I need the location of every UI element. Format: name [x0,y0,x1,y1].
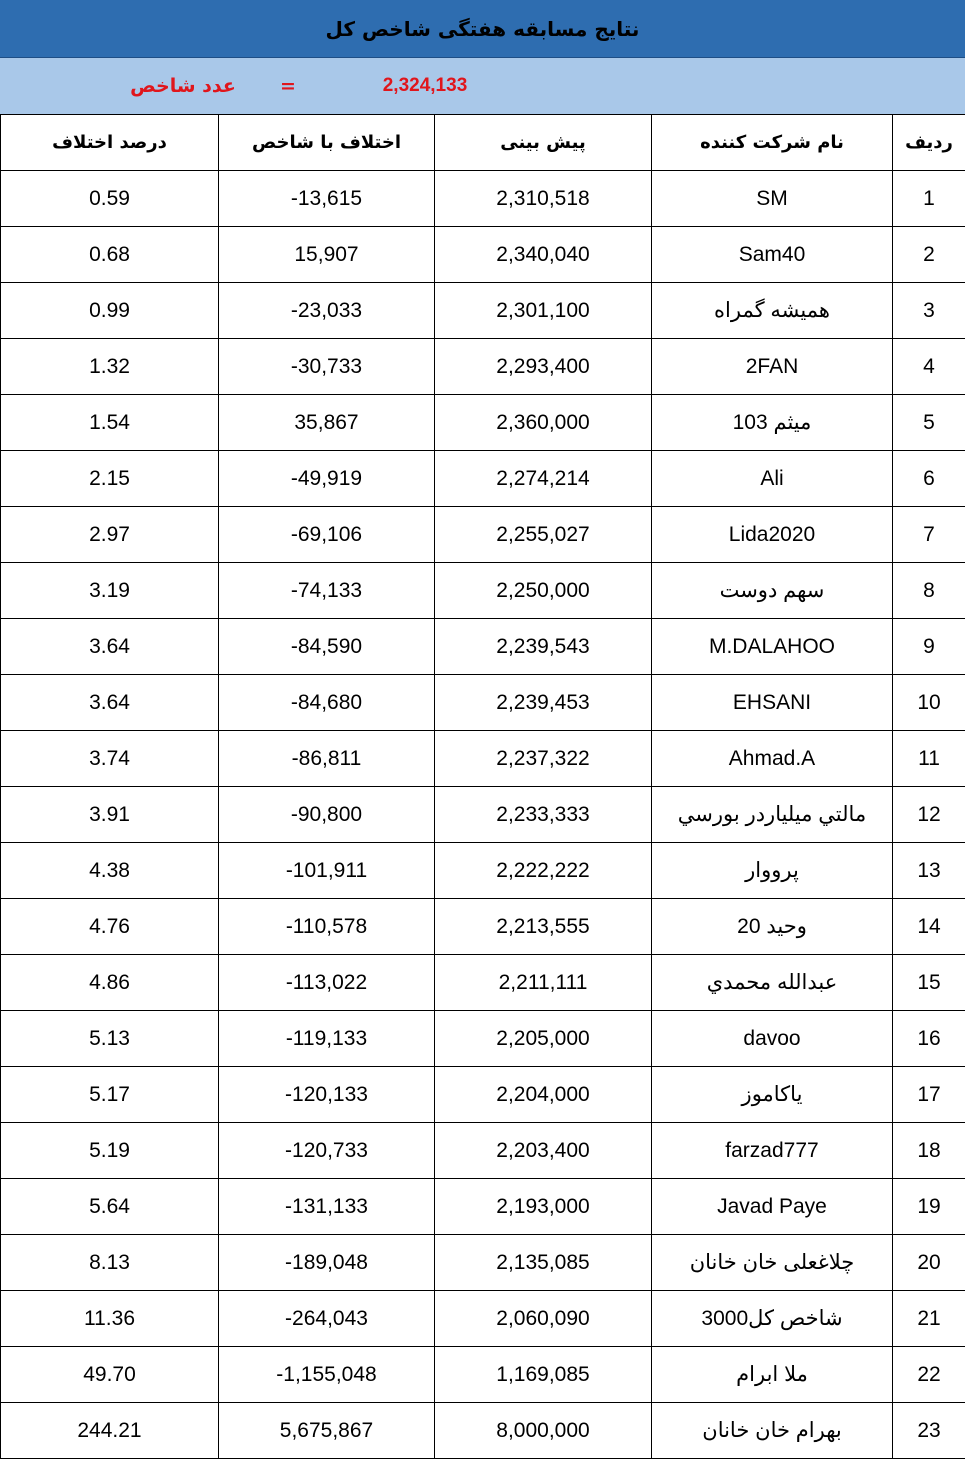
cell-percent: 8.13 [1,1235,219,1291]
cell-diff: -264,043 [219,1291,435,1347]
cell-diff: -23,033 [219,283,435,339]
cell-name: عبدالله محمدي [652,955,893,1011]
cell-prediction: 2,233,333 [435,787,652,843]
header-rank: ردیف [893,115,965,171]
table-row [1,731,965,787]
cell-rank: 21 [893,1291,965,1347]
cell-rank: 14 [893,899,965,955]
cell-diff: -101,911 [219,843,435,899]
cell-diff: -84,680 [219,675,435,731]
cell-name: EHSANI [652,675,893,731]
index-equals-sign: = [280,75,296,97]
cell-percent: 3.19 [1,563,219,619]
cell-percent: 0.99 [1,283,219,339]
cell-percent: 3.64 [1,675,219,731]
cell-prediction: 2,205,000 [435,1011,652,1067]
table-row [1,283,965,339]
table-row [1,1179,965,1235]
table-row [1,1123,965,1179]
cell-rank: 15 [893,955,965,1011]
cell-name: davoo [652,1011,893,1067]
cell-name: Lida2020 [652,507,893,563]
cell-rank: 20 [893,1235,965,1291]
table-row [1,1067,965,1123]
cell-name: farzad777 [652,1123,893,1179]
cell-name: پرووار [652,843,893,899]
cell-prediction: 2,250,000 [435,563,652,619]
cell-prediction: 2,203,400 [435,1123,652,1179]
cell-prediction: 2,060,090 [435,1291,652,1347]
cell-rank: 6 [893,451,965,507]
cell-rank: 4 [893,339,965,395]
table-row [1,395,965,451]
cell-name: M.DALAHOO [652,619,893,675]
cell-rank: 13 [893,843,965,899]
cell-percent: 3.74 [1,731,219,787]
cell-name: Ali [652,451,893,507]
cell-prediction: 8,000,000 [435,1403,652,1459]
cell-percent: 0.59 [1,171,219,227]
cell-prediction: 2,237,322 [435,731,652,787]
cell-name: Ahmad.A [652,731,893,787]
cell-name: همیشه گمراه [652,283,893,339]
table-row [1,507,965,563]
cell-prediction: 2,211,111 [435,955,652,1011]
cell-diff: -86,811 [219,731,435,787]
cell-prediction: 2,239,543 [435,619,652,675]
cell-name: سهم دوست [652,563,893,619]
cell-diff: -49,919 [219,451,435,507]
cell-prediction: 1,169,085 [435,1347,652,1403]
header-diff: اختلاف با شاخص [219,115,435,171]
cell-prediction: 2,360,000 [435,395,652,451]
index-summary-row [0,58,965,114]
table-row [1,899,965,955]
table-body [1,171,965,1459]
cell-rank: 19 [893,1179,965,1235]
cell-diff: -90,800 [219,787,435,843]
cell-diff: -110,578 [219,899,435,955]
cell-name: Javad Paye [652,1179,893,1235]
cell-diff: -74,133 [219,563,435,619]
header-percent: درصد اختلاف [1,115,219,171]
cell-diff: -1,155,048 [219,1347,435,1403]
cell-diff: -120,733 [219,1123,435,1179]
table-row [1,843,965,899]
cell-percent: 5.17 [1,1067,219,1123]
table-row [1,675,965,731]
cell-percent: 49.70 [1,1347,219,1403]
cell-percent: 5.64 [1,1179,219,1235]
cell-name: 2FAN [652,339,893,395]
cell-rank: 12 [893,787,965,843]
cell-rank: 22 [893,1347,965,1403]
cell-name: Sam40 [652,227,893,283]
table-row [1,619,965,675]
cell-percent: 2.15 [1,451,219,507]
table-row [1,787,965,843]
index-value: 2,324,133 [382,75,468,96]
sheet-title-text: نتایج مسابقه هفتگی شاخص کل [325,16,640,41]
cell-diff: -30,733 [219,339,435,395]
cell-percent: 2.97 [1,507,219,563]
table-row [1,1403,965,1459]
cell-prediction: 2,293,400 [435,339,652,395]
table-row [1,339,965,395]
cell-percent: 1.32 [1,339,219,395]
cell-name: ملا ابرام [652,1347,893,1403]
cell-prediction: 2,213,555 [435,899,652,955]
cell-prediction: 2,135,085 [435,1235,652,1291]
table-row [1,955,965,1011]
table-row [1,563,965,619]
cell-name: مالتي ميلياردر بورسي [652,787,893,843]
cell-diff: -120,133 [219,1067,435,1123]
cell-percent: 4.38 [1,843,219,899]
cell-name: بهرام خان خانان [652,1403,893,1459]
cell-prediction: 2,274,214 [435,451,652,507]
cell-rank: 9 [893,619,965,675]
cell-name: SM [652,171,893,227]
cell-name: میثم 103 [652,395,893,451]
table-row [1,1235,965,1291]
cell-prediction: 2,255,027 [435,507,652,563]
cell-prediction: 2,204,000 [435,1067,652,1123]
cell-diff: -131,133 [219,1179,435,1235]
cell-percent: 3.64 [1,619,219,675]
cell-name: یاکاموز [652,1067,893,1123]
results-table [0,114,965,1459]
table-row [1,171,965,227]
cell-percent: 1.54 [1,395,219,451]
cell-name: وحید 20 [652,899,893,955]
cell-percent: 11.36 [1,1291,219,1347]
cell-percent: 4.76 [1,899,219,955]
cell-rank: 10 [893,675,965,731]
cell-percent: 5.13 [1,1011,219,1067]
cell-diff: 5,675,867 [219,1403,435,1459]
cell-rank: 7 [893,507,965,563]
cell-diff: 15,907 [219,227,435,283]
cell-rank: 5 [893,395,965,451]
table-row [1,1347,965,1403]
cell-prediction: 2,239,453 [435,675,652,731]
cell-rank: 1 [893,171,965,227]
cell-prediction: 2,301,100 [435,283,652,339]
cell-rank: 16 [893,1011,965,1067]
index-label: عدد شاخص [130,75,236,97]
cell-diff: -13,615 [219,171,435,227]
cell-rank: 11 [893,731,965,787]
cell-prediction: 2,193,000 [435,1179,652,1235]
cell-diff: -69,106 [219,507,435,563]
cell-name: شاخص کل3000 [652,1291,893,1347]
cell-percent: 244.21 [1,1403,219,1459]
cell-percent: 3.91 [1,787,219,843]
header-name: نام شرکت کننده [652,115,893,171]
cell-percent: 5.19 [1,1123,219,1179]
cell-rank: 3 [893,283,965,339]
header-prediction: پیش بینی [435,115,652,171]
cell-rank: 2 [893,227,965,283]
table-row [1,1011,965,1067]
table-row [1,451,965,507]
table-header-row [1,115,965,171]
cell-diff: -119,133 [219,1011,435,1067]
cell-rank: 18 [893,1123,965,1179]
table-row [1,1291,965,1347]
cell-diff: -113,022 [219,955,435,1011]
cell-prediction: 2,340,040 [435,227,652,283]
cell-diff: -84,590 [219,619,435,675]
cell-prediction: 2,222,222 [435,843,652,899]
cell-name: چلاغعلی خان خانان [652,1235,893,1291]
cell-rank: 17 [893,1067,965,1123]
cell-prediction: 2,310,518 [435,171,652,227]
cell-rank: 23 [893,1403,965,1459]
table-row [1,227,965,283]
cell-percent: 0.68 [1,227,219,283]
cell-diff: 35,867 [219,395,435,451]
cell-percent: 4.86 [1,955,219,1011]
cell-diff: -189,048 [219,1235,435,1291]
cell-rank: 8 [893,563,965,619]
sheet-title [0,0,965,58]
